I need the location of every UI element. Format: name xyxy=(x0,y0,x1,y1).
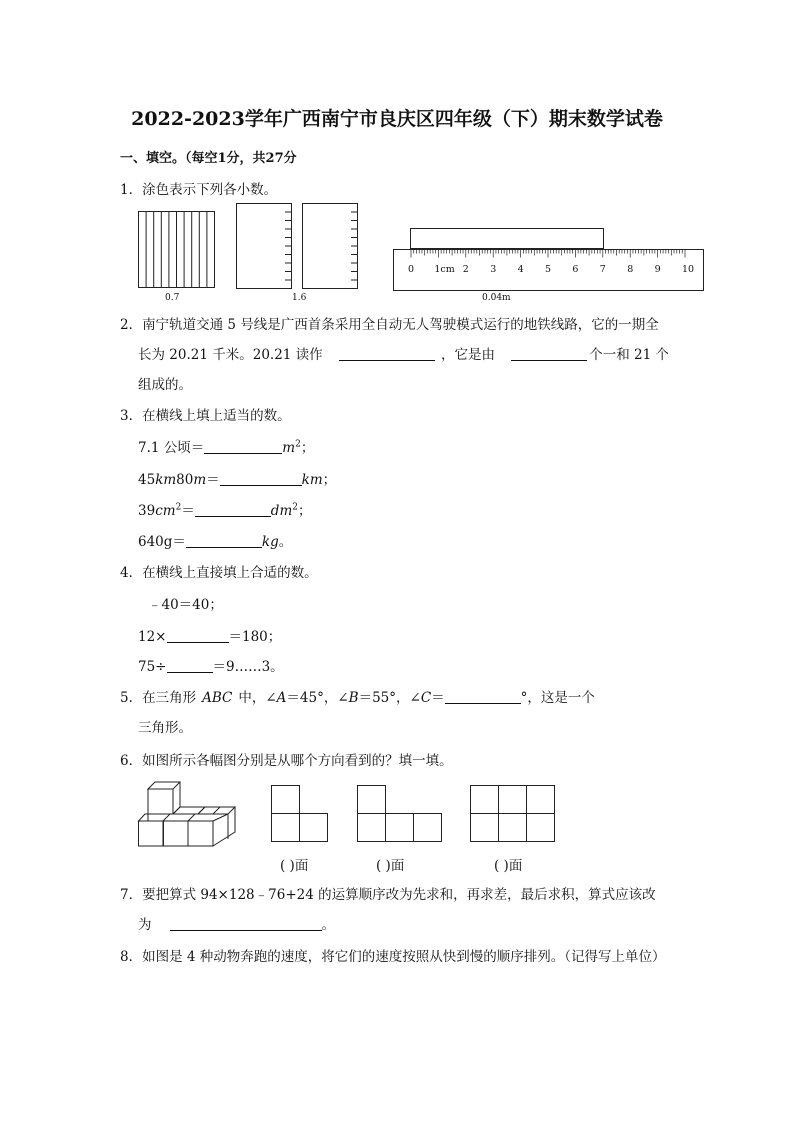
q4-row-1: ﹣40＝40； xyxy=(148,597,223,613)
q2-text-c: 个一和 21 个 xyxy=(589,347,670,363)
view-shape-3 xyxy=(470,785,560,845)
question-6: 6．如图所示各幅图分别是从哪个方向看到的？填一填。 xyxy=(120,753,453,769)
q3-r1-text: 7.1 公顷＝ xyxy=(138,440,205,456)
view-answer-2[interactable]: ( )面 xyxy=(376,858,405,874)
q3-row-2 xyxy=(138,468,336,488)
question-2-line3: 组成的。 xyxy=(138,377,192,393)
q3-r1-end: ； xyxy=(300,440,315,456)
q5-abc: ABC xyxy=(202,690,233,706)
q3-r2-unit: km xyxy=(301,472,323,488)
q3-blank-3[interactable] xyxy=(195,502,271,517)
q5-d: ＝55°，∠ xyxy=(358,690,421,706)
ruler-number: 10 xyxy=(682,264,695,275)
ruler-number: 8 xyxy=(627,264,634,275)
q3-r4-end: 。 xyxy=(278,534,293,550)
q5-angle-c: C xyxy=(420,690,432,706)
label-0-04m: 0.04m xyxy=(482,293,511,303)
q7-blank[interactable] xyxy=(170,916,322,931)
q3-r2-a: 45 xyxy=(138,472,156,488)
q3-r2-b: km xyxy=(155,472,177,488)
decimal-strip-2 xyxy=(302,203,362,289)
q4-r2-b: ＝180； xyxy=(228,629,282,645)
q2-blank-ones[interactable] xyxy=(511,346,587,361)
q3-r2-e: ＝ xyxy=(206,472,220,488)
ruler-number: 5 xyxy=(545,264,552,275)
q3-r4-a: 640g＝ xyxy=(138,534,186,550)
q3-r1-sup: 2 xyxy=(295,439,301,450)
q5-e: ＝ xyxy=(431,690,445,706)
question-4: 4．在横线上直接填上合适的数。 xyxy=(120,565,318,581)
q5-angle-a: A xyxy=(276,690,287,706)
q3-r2-d: m xyxy=(193,472,207,488)
question-5-line2: 三角形。 xyxy=(138,720,192,736)
q4-row-3 xyxy=(138,655,284,675)
decimal-strip-1 xyxy=(236,203,296,289)
q3-row-1 xyxy=(138,436,314,456)
question-8: 8．如图是 4 种动物奔跑的速度，将它们的速度按照从快到慢的顺序排列。（记得写上单位） xyxy=(120,949,666,965)
q4-r3-b: ＝9……3。 xyxy=(212,659,284,675)
ruler-number: 7 xyxy=(599,264,606,275)
q3-r1-unit: m xyxy=(282,440,296,456)
q3-r3-a: 39 xyxy=(138,503,156,519)
q4-r3-a: 75÷ xyxy=(138,659,167,675)
q5-c: ＝45°，∠ xyxy=(286,690,349,706)
q3-blank-2[interactable] xyxy=(220,471,302,486)
q3-r3-sup: 2 xyxy=(175,502,182,513)
question-1: 1．涂色表示下列各小数。 xyxy=(120,182,278,198)
cube-stack-figure xyxy=(138,782,238,848)
q2-text-a: 长为 20.21 千米。20.21 读作 xyxy=(138,347,323,363)
q2-blank-reading[interactable] xyxy=(339,346,435,361)
q3-blank-4[interactable] xyxy=(186,533,262,548)
q7-period: 。 xyxy=(321,917,335,933)
question-3: 3．在横线上填上适当的数。 xyxy=(120,408,291,424)
q5-blank[interactable] xyxy=(445,689,521,704)
q3-row-3 xyxy=(138,499,311,519)
q3-row-4 xyxy=(138,530,292,550)
q3-r3-b: cm xyxy=(155,503,176,519)
ruler-number: 4 xyxy=(517,264,524,275)
label-1-6: 1.6 xyxy=(292,293,307,303)
ruler-number: 6 xyxy=(572,264,579,275)
q4-blank-2[interactable] xyxy=(167,628,229,643)
q5-angle-b: B xyxy=(348,690,359,706)
question-5 xyxy=(120,686,595,706)
ruler-figure xyxy=(393,228,705,292)
question-2-line2 xyxy=(138,343,669,363)
q5-b: 中，∠ xyxy=(238,690,277,706)
q3-r2-c: 80 xyxy=(176,472,194,488)
q4-r2-a: 12× xyxy=(138,629,167,645)
decimal-bars-figure xyxy=(138,211,218,291)
q3-blank-1[interactable] xyxy=(204,439,282,454)
q5-f: °，这是一个 xyxy=(520,690,595,706)
question-2-line1: 2．南宁轨道交通 5 号线是广西首条采用全自动无人驾驶模式运行的地铁线路，它的一期全 xyxy=(120,317,659,333)
ruler-number: 0 xyxy=(408,264,415,275)
q3-r3-end: ； xyxy=(297,503,312,519)
q3-r4-unit: kg xyxy=(261,534,279,550)
q5-a: 5．在三角形 xyxy=(120,690,197,706)
ruler-number: 9 xyxy=(654,264,661,275)
q3-r2-end: ； xyxy=(322,472,337,488)
question-7-line2 xyxy=(138,913,335,933)
q4-row-2 xyxy=(138,625,281,645)
ruler-number: 3 xyxy=(490,264,497,275)
q2-text-b: ，它是由 xyxy=(440,347,495,363)
view-answer-1[interactable]: ( )面 xyxy=(280,858,309,874)
label-0-7: 0.7 xyxy=(165,293,180,303)
ruler-number: 2 xyxy=(462,264,469,275)
q3-r3-unit-sup: 2 xyxy=(292,502,298,513)
q7-text: 为 xyxy=(138,917,152,933)
section-heading: 一、填空。（每空1分，共27分 xyxy=(120,151,297,166)
question-7-line1: 7．要把算式 94×128﹣76+24 的运算顺序改为先求和，再求差，最后求积，算式应该改 xyxy=(120,887,656,903)
view-shape-2 xyxy=(357,785,447,845)
page-title: 2022-2023学年广西南宁市良庆区四年级（下）期末数学试卷 xyxy=(131,108,663,130)
q3-r3-e: ＝ xyxy=(181,503,195,519)
view-answer-3[interactable]: ( )面 xyxy=(494,858,523,874)
ruler-number: 1cm xyxy=(434,264,455,275)
q4-blank-3[interactable] xyxy=(167,658,213,673)
view-shape-1 xyxy=(271,785,331,845)
q3-r3-unit: dm xyxy=(270,503,293,519)
